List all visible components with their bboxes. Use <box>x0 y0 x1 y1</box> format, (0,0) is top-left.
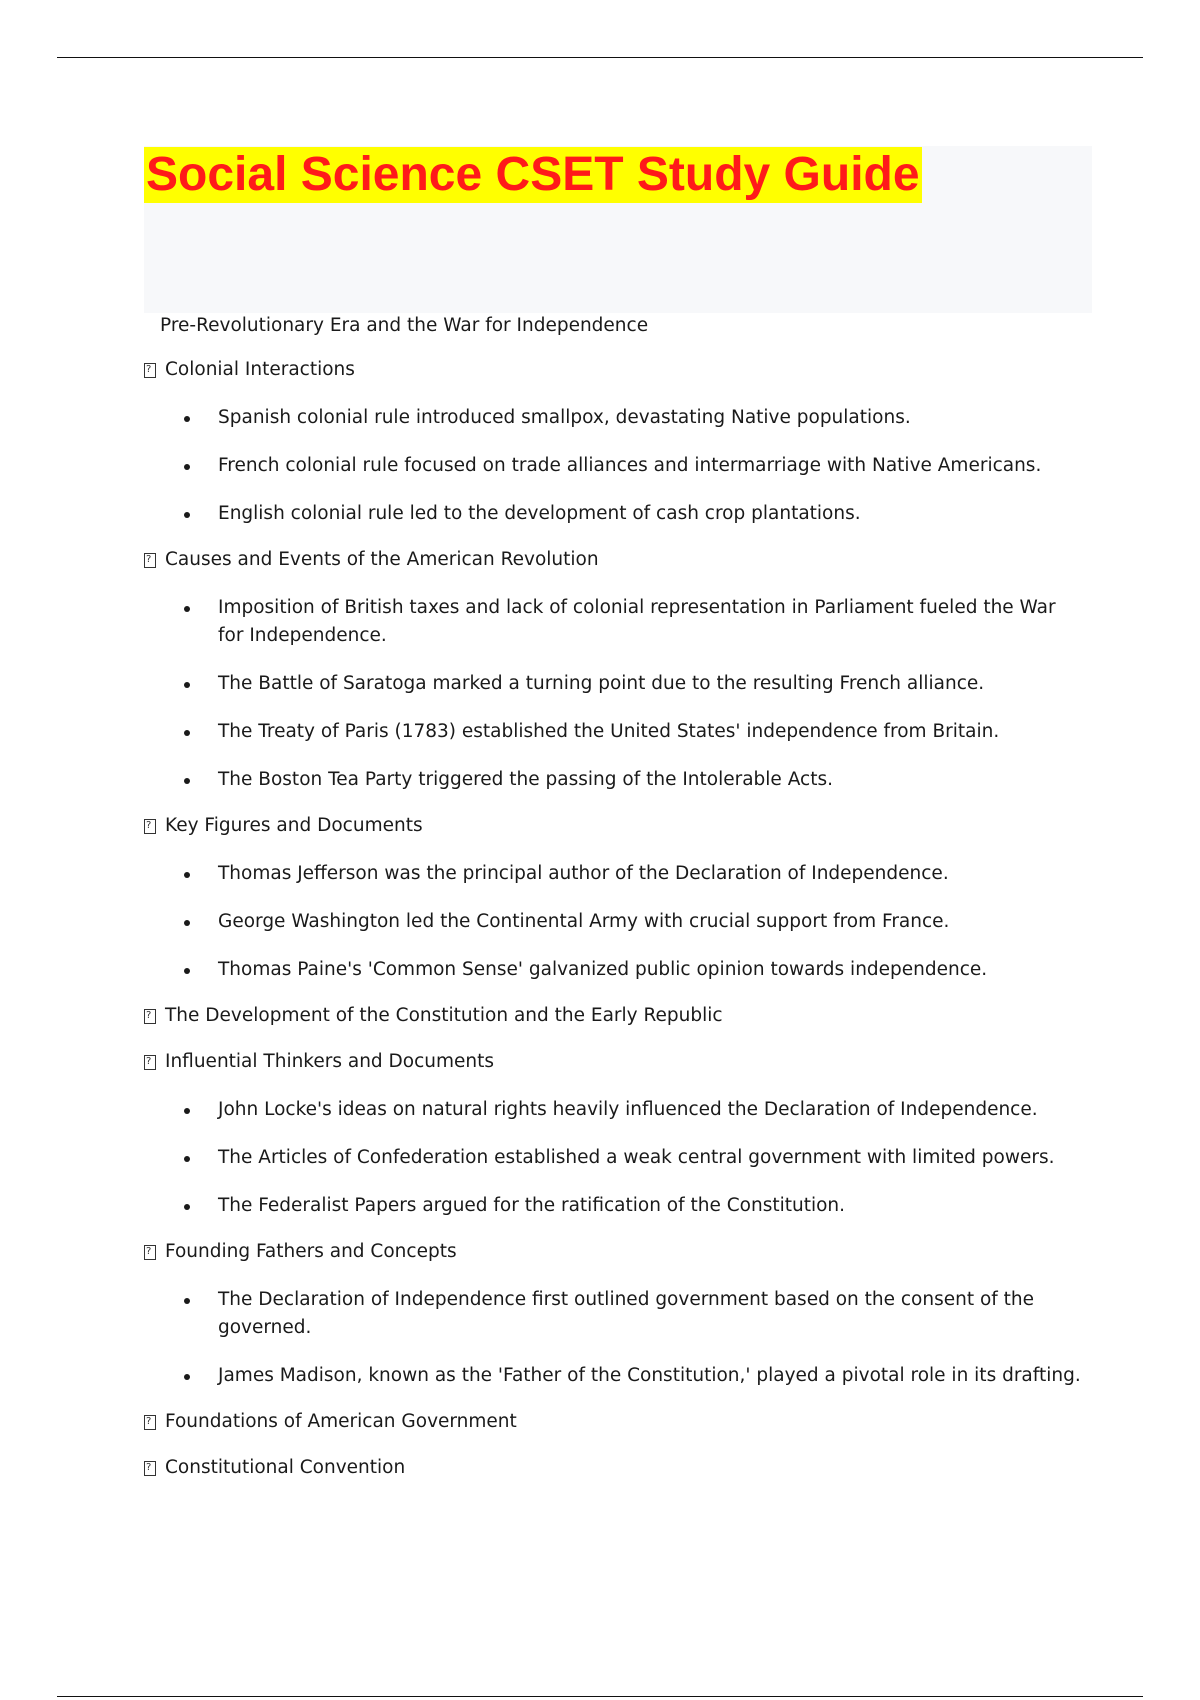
bullet-item: Imposition of British taxes and lack of colonial representation in Parliament fueled the War for Independence. <box>144 594 1084 650</box>
section <box>144 358 1084 528</box>
title-box <box>144 146 1092 313</box>
section <box>144 548 1084 794</box>
section <box>144 814 1084 984</box>
bullet-list <box>144 1096 1084 1220</box>
bottom-rule <box>57 1696 1143 1697</box>
section-heading-text: Founding Fathers and Concepts <box>165 1241 457 1262</box>
missing-glyph-icon <box>144 1009 156 1024</box>
document-title: Social Science CSET Study Guide <box>146 148 920 201</box>
section-heading-text: Causes and Events of the American Revolution <box>165 549 599 570</box>
section <box>144 1240 1084 1390</box>
bullet-list <box>144 594 1084 794</box>
bullet-item: George Washington led the Continental Army with crucial support from France. <box>144 908 1084 936</box>
section-heading <box>144 548 1084 572</box>
section <box>144 1050 1084 1220</box>
section-heading-text: The Development of the Constitution and the Early Republic <box>165 1005 723 1026</box>
missing-glyph-icon <box>144 1055 156 1070</box>
bullet-list <box>144 1286 1084 1390</box>
section-heading-text: Constitutional Convention <box>165 1457 406 1478</box>
bullet-item: Thomas Jefferson was the principal author of the Declaration of Independence. <box>144 860 1084 888</box>
missing-glyph-icon <box>144 1245 156 1260</box>
bullet-item: Thomas Paine's 'Common Sense' galvanized public opinion towards independence. <box>144 956 1084 984</box>
section <box>144 1456 1084 1480</box>
section <box>144 1410 1084 1434</box>
section-heading-text: Colonial Interactions <box>165 359 355 380</box>
bullet-list <box>144 860 1084 984</box>
bullet-item: The Battle of Saratoga marked a turning point due to the resulting French alliance. <box>144 670 1084 698</box>
section-heading-text: Key Figures and Documents <box>165 815 423 836</box>
bullet-item: The Articles of Confederation established a weak central government with limited powers. <box>144 1144 1084 1172</box>
bullet-item: English colonial rule led to the development of cash crop plantations. <box>144 500 1084 528</box>
bullet-item: Spanish colonial rule introduced smallpox, devastating Native populations. <box>144 404 1084 432</box>
bullet-item: French colonial rule focused on trade alliances and intermarriage with Native Americans. <box>144 452 1084 480</box>
section-heading <box>144 1410 1084 1434</box>
bullet-item: John Locke's ideas on natural rights heavily influenced the Declaration of Independence. <box>144 1096 1084 1124</box>
missing-glyph-icon <box>144 1415 156 1430</box>
section-heading <box>144 814 1084 838</box>
document-subtitle: Pre-Revolutionary Era and the War for Independence <box>160 315 649 336</box>
section-heading <box>144 1050 1084 1074</box>
missing-glyph-icon <box>144 363 156 378</box>
section-heading <box>144 1240 1084 1264</box>
section-heading <box>144 1004 1084 1028</box>
missing-glyph-icon <box>144 1461 156 1476</box>
bullet-item: James Madison, known as the 'Father of the Constitution,' played a pivotal role in its drafting. <box>144 1362 1084 1390</box>
section-heading-text: Foundations of American Government <box>165 1411 517 1432</box>
section-heading-text: Influential Thinkers and Documents <box>165 1051 495 1072</box>
bullet-item: The Treaty of Paris (1783) established the United States' independence from Britain. <box>144 718 1084 746</box>
missing-glyph-icon <box>144 553 156 568</box>
bullet-item: The Federalist Papers argued for the ratification of the Constitution. <box>144 1192 1084 1220</box>
bullet-item: The Boston Tea Party triggered the passing of the Intolerable Acts. <box>144 766 1084 794</box>
document-body <box>144 358 1084 1502</box>
top-rule <box>57 57 1143 58</box>
section-heading <box>144 1456 1084 1480</box>
bullet-list <box>144 404 1084 528</box>
bullet-item: The Declaration of Independence first outlined government based on the consent of the governed. <box>144 1286 1084 1342</box>
section <box>144 1004 1084 1028</box>
section-heading <box>144 358 1084 382</box>
missing-glyph-icon <box>144 819 156 834</box>
